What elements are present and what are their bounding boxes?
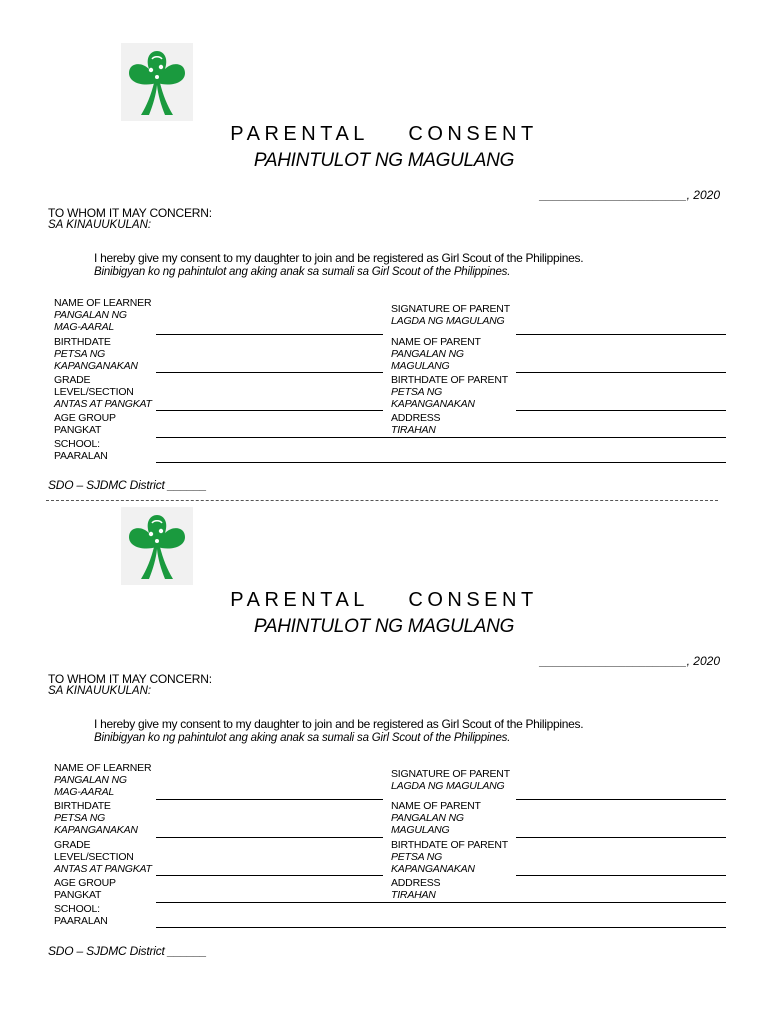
school-field[interactable] (156, 927, 726, 928)
salutation-fil: SA KINAUUKULAN: (48, 685, 152, 697)
parent-birthdate-field[interactable] (516, 410, 726, 411)
trefoil-logo-icon (121, 507, 193, 585)
date-line: ______________________, 2020 (539, 654, 720, 668)
birthdate-label: BIRTHDATE PETSA NG KAPANGANAKAN (54, 336, 138, 372)
consent-statement-en: I hereby give my consent to my daughter to join and be registered as Girl Scout of the Philippines. (94, 251, 584, 265)
parent-name-field[interactable] (516, 837, 726, 838)
parent-birthdate-label: BIRTHDATE OF PARENT PETSA NG KAPANGANAKAN (391, 839, 508, 875)
birthdate-field[interactable] (156, 372, 383, 373)
consent-statement-fil: Binibigyan ko ng pahintulot ang aking anak sa sumali sa Girl Scout of the Philippines. (94, 266, 511, 278)
age-group-label: AGE GROUP PANGKAT (54, 877, 116, 901)
form-title: PARENTAL CONSENT (230, 589, 538, 611)
grade-label: GRADE LEVEL/SECTION ANTAS AT PANGKAT (54, 839, 152, 875)
school-field[interactable] (156, 462, 726, 463)
address-label: ADDRESS TIRAHAN (391, 412, 441, 436)
grade-label: GRADE LEVEL/SECTION ANTAS AT PANGKAT (54, 374, 152, 410)
parent-signature-label: SIGNATURE OF PARENT LAGDA NG MAGULANG (391, 303, 510, 327)
age-group-label: AGE GROUP PANGKAT (54, 412, 116, 436)
consent-form-2 (0, 466, 768, 958)
district-line: SDO – SJDMC District ______ (48, 478, 207, 492)
date-line: ______________________, 2020 (539, 188, 720, 202)
form-subtitle: PAHINTULOT NG MAGULANG (253, 616, 515, 637)
school-label: SCHOOL: PAARALAN (54, 438, 108, 462)
birthdate-label: BIRTHDATE PETSA NG KAPANGANAKAN (54, 800, 138, 836)
birthdate-field[interactable] (156, 837, 383, 838)
grade-field[interactable] (156, 875, 383, 876)
parent-name-field[interactable] (516, 372, 726, 373)
learner-name-field[interactable] (156, 799, 383, 800)
salutation-en: TO WHOM IT MAY CONCERN: (48, 672, 212, 686)
salutation-fil: SA KINAUUKULAN: (48, 219, 152, 231)
consent-statement-fil: Binibigyan ko ng pahintulot ang aking anak sa sumali sa Girl Scout of the Philippines. (94, 732, 511, 744)
parent-signature-label: SIGNATURE OF PARENT LAGDA NG MAGULANG (391, 768, 510, 792)
parent-signature-field[interactable] (516, 334, 726, 335)
consent-statement-en: I hereby give my consent to my daughter to join and be registered as Girl Scout of the Philippines. (94, 717, 584, 731)
consent-form-1 (0, 0, 768, 492)
grade-field[interactable] (156, 410, 383, 411)
salutation-en: TO WHOM IT MAY CONCERN: (48, 206, 212, 220)
learner-name-label: NAME OF LEARNER PANGALAN NG MAG-AARAL (54, 762, 152, 798)
parent-signature-field[interactable] (516, 799, 726, 800)
age-address-field[interactable] (156, 902, 726, 903)
learner-name-label: NAME OF LEARNER PANGALAN NG MAG-AARAL (54, 297, 152, 333)
parent-birthdate-label: BIRTHDATE OF PARENT PETSA NG KAPANGANAKAN (391, 374, 508, 410)
form-subtitle: PAHINTULOT NG MAGULANG (253, 150, 515, 171)
form-title: PARENTAL CONSENT (230, 123, 538, 145)
trefoil-logo-icon (121, 43, 193, 121)
parent-name-label: NAME OF PARENT PANGALAN NG MAGULANG (391, 800, 481, 836)
learner-name-field[interactable] (156, 334, 383, 335)
parent-name-label: NAME OF PARENT PANGALAN NG MAGULANG (391, 336, 481, 372)
age-address-field[interactable] (156, 437, 726, 438)
parent-birthdate-field[interactable] (516, 875, 726, 876)
address-label: ADDRESS TIRAHAN (391, 877, 441, 901)
district-line: SDO – SJDMC District ______ (48, 944, 207, 958)
school-label: SCHOOL: PAARALAN (54, 903, 108, 927)
